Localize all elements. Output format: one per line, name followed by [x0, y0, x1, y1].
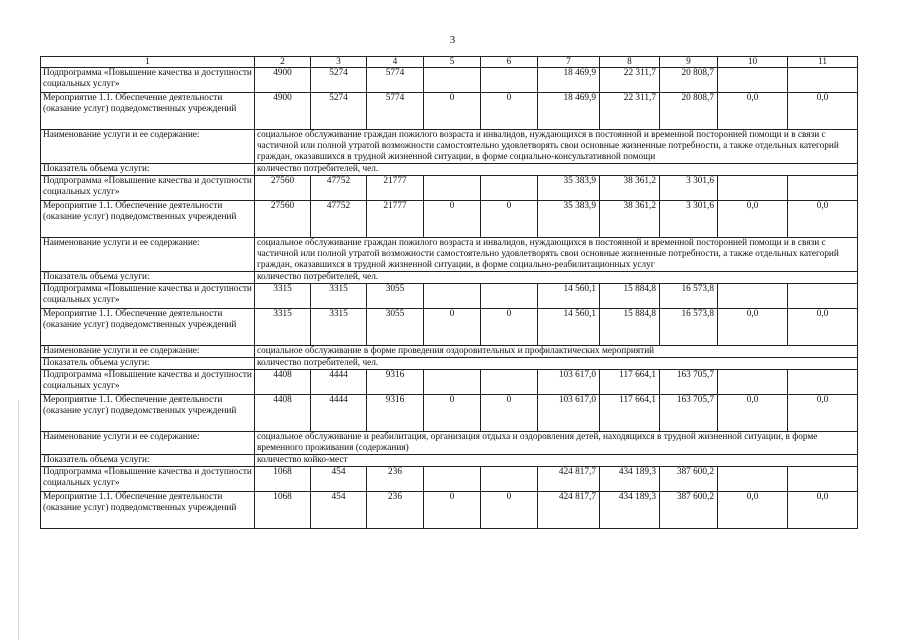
- value-cell-col-8: 38 361,2: [600, 176, 660, 201]
- value-cell-col-5: [424, 370, 481, 395]
- value-cell-col-7: 35 383,9: [538, 176, 600, 201]
- value-cell-col-8: 15 884,8: [600, 284, 660, 309]
- value-cell-col-6: 0: [481, 395, 538, 432]
- column-number-3: 3: [311, 57, 367, 68]
- volume-indicator-label: Показатель объема услуги:: [41, 455, 255, 467]
- services-table: [40, 56, 858, 529]
- subprogram-row: [41, 467, 858, 492]
- value-cell-col-9: 387 600,2: [660, 492, 718, 529]
- value-cell-col-9: 163 705,7: [660, 370, 718, 395]
- value-cell-col-10: 0,0: [718, 201, 788, 238]
- service-name-value: социальное обслуживание в форме проведения оздоровительных и профилактических мероприятий: [255, 346, 858, 358]
- service-name-label: Наименование услуги и ее содержание:: [41, 432, 255, 455]
- value-cell-col-6: 0: [481, 492, 538, 529]
- value-cell-col-10: [718, 370, 788, 395]
- value-cell-col-6: [481, 467, 538, 492]
- value-cell-col-4: 3055: [367, 309, 424, 346]
- measure-label: Мероприятие 1.1. Обеспечение деятельности (оказание услуг) подведомственных учреждений: [41, 492, 255, 529]
- value-cell-col-8: 434 189,3: [600, 492, 660, 529]
- volume-indicator-row: [41, 164, 858, 176]
- value-cell-col-7: 424 817,7: [538, 467, 600, 492]
- value-cell-col-3: 47752: [311, 176, 367, 201]
- value-cell-col-2: 27560: [255, 176, 311, 201]
- value-cell-col-11: 0,0: [788, 395, 858, 432]
- value-cell-col-10: 0,0: [718, 309, 788, 346]
- measure-label: Мероприятие 1.1. Обеспечение деятельности (оказание услуг) подведомственных учреждений: [41, 309, 255, 346]
- volume-indicator-row: [41, 358, 858, 370]
- value-cell-col-5: 0: [424, 93, 481, 130]
- value-cell-col-7: 18 469,9: [538, 68, 600, 93]
- service-name-row: [41, 238, 858, 272]
- value-cell-col-6: [481, 284, 538, 309]
- service-name-label: Наименование услуги и ее содержание:: [41, 130, 255, 164]
- column-number-11: 11: [788, 57, 858, 68]
- value-cell-col-2: 1068: [255, 467, 311, 492]
- value-cell-col-9: 163 705,7: [660, 395, 718, 432]
- column-number-6: 6: [481, 57, 538, 68]
- column-number-1: 1: [41, 57, 255, 68]
- value-cell-col-9: 20 808,7: [660, 93, 718, 130]
- service-name-label: Наименование услуги и ее содержание:: [41, 346, 255, 358]
- value-cell-col-10: 0,0: [718, 395, 788, 432]
- subprogram-row: [41, 284, 858, 309]
- value-cell-col-2: 27560: [255, 201, 311, 238]
- value-cell-col-2: 4900: [255, 68, 311, 93]
- volume-indicator-label: Показатель объема услуги:: [41, 272, 255, 284]
- value-cell-col-5: 0: [424, 309, 481, 346]
- service-name-label: Наименование услуги и ее содержание:: [41, 238, 255, 272]
- value-cell-col-7: 35 383,9: [538, 201, 600, 238]
- service-name-value: социальное обслуживание и реабилитация, организация отдыха и оздоровления детей, находящихся в трудной жизненной ситуации, в форме временного проживания (содержания): [255, 432, 858, 455]
- service-name-row: [41, 432, 858, 455]
- value-cell-col-4: 236: [367, 467, 424, 492]
- value-cell-col-3: 5274: [311, 93, 367, 130]
- value-cell-col-3: 454: [311, 467, 367, 492]
- value-cell-col-8: 434 189,3: [600, 467, 660, 492]
- value-cell-col-11: [788, 176, 858, 201]
- value-cell-col-2: 4408: [255, 395, 311, 432]
- value-cell-col-10: [718, 176, 788, 201]
- value-cell-col-3: 47752: [311, 201, 367, 238]
- measure-label: Мероприятие 1.1. Обеспечение деятельности (оказание услуг) подведомственных учреждений: [41, 395, 255, 432]
- value-cell-col-9: 16 573,8: [660, 284, 718, 309]
- value-cell-col-11: 0,0: [788, 492, 858, 529]
- volume-indicator-value: количество потребителей, чел.: [255, 272, 858, 284]
- value-cell-col-3: 3315: [311, 309, 367, 346]
- volume-indicator-value: количество потребителей, чел.: [255, 164, 858, 176]
- value-cell-col-8: 15 884,8: [600, 309, 660, 346]
- column-number-4: 4: [367, 57, 424, 68]
- value-cell-col-9: 3 301,6: [660, 176, 718, 201]
- value-cell-col-4: 9316: [367, 395, 424, 432]
- value-cell-col-5: [424, 284, 481, 309]
- value-cell-col-3: 4444: [311, 395, 367, 432]
- subprogram-label: Подпрограмма «Повышение качества и доступности социальных услуг»: [41, 370, 255, 395]
- measure-label: Мероприятие 1.1. Обеспечение деятельности (оказание услуг) подведомственных учреждений: [41, 93, 255, 130]
- value-cell-col-8: 22 311,7: [600, 68, 660, 93]
- volume-indicator-value: количество потребителей, чел.: [255, 358, 858, 370]
- value-cell-col-7: 103 617,0: [538, 370, 600, 395]
- value-cell-col-4: 5774: [367, 93, 424, 130]
- value-cell-col-4: 236: [367, 492, 424, 529]
- value-cell-col-8: 117 664,1: [600, 370, 660, 395]
- value-cell-col-4: 21777: [367, 176, 424, 201]
- value-cell-col-11: 0,0: [788, 309, 858, 346]
- value-cell-col-3: 5274: [311, 68, 367, 93]
- value-cell-col-2: 1068: [255, 492, 311, 529]
- volume-indicator-row: [41, 272, 858, 284]
- subprogram-label: Подпрограмма «Повышение качества и доступности социальных услуг»: [41, 467, 255, 492]
- value-cell-col-4: 3055: [367, 284, 424, 309]
- value-cell-col-2: 3315: [255, 284, 311, 309]
- column-number-2: 2: [255, 57, 311, 68]
- column-number-10: 10: [718, 57, 788, 68]
- value-cell-col-11: [788, 467, 858, 492]
- value-cell-col-4: 21777: [367, 201, 424, 238]
- value-cell-col-5: [424, 176, 481, 201]
- column-number-7: 7: [538, 57, 600, 68]
- value-cell-col-5: [424, 467, 481, 492]
- measure-row: [41, 395, 858, 432]
- volume-indicator-value: количество койко-мест: [255, 455, 858, 467]
- column-number-8: 8: [600, 57, 660, 68]
- value-cell-col-6: 0: [481, 201, 538, 238]
- value-cell-col-3: 3315: [311, 284, 367, 309]
- value-cell-col-6: 0: [481, 93, 538, 130]
- scan-edge-line: [18, 400, 19, 640]
- measure-label: Мероприятие 1.1. Обеспечение деятельности (оказание услуг) подведомственных учреждений: [41, 201, 255, 238]
- value-cell-col-2: 4900: [255, 93, 311, 130]
- value-cell-col-10: 0,0: [718, 492, 788, 529]
- subprogram-row: [41, 68, 858, 93]
- value-cell-col-7: 14 560,1: [538, 284, 600, 309]
- value-cell-col-11: [788, 284, 858, 309]
- measure-row: [41, 201, 858, 238]
- value-cell-col-4: 5774: [367, 68, 424, 93]
- value-cell-col-9: 16 573,8: [660, 309, 718, 346]
- value-cell-col-10: [718, 467, 788, 492]
- subprogram-row: [41, 370, 858, 395]
- value-cell-col-11: 0,0: [788, 93, 858, 130]
- measure-row: [41, 309, 858, 346]
- value-cell-col-8: 38 361,2: [600, 201, 660, 238]
- value-cell-col-6: [481, 68, 538, 93]
- value-cell-col-10: [718, 284, 788, 309]
- value-cell-col-10: 0,0: [718, 93, 788, 130]
- value-cell-col-8: 117 664,1: [600, 395, 660, 432]
- subprogram-label: Подпрограмма «Повышение качества и доступности социальных услуг»: [41, 68, 255, 93]
- value-cell-col-10: [718, 68, 788, 93]
- value-cell-col-5: 0: [424, 201, 481, 238]
- value-cell-col-3: 4444: [311, 370, 367, 395]
- value-cell-col-5: 0: [424, 492, 481, 529]
- service-name-value: социальное обслуживание граждан пожилого возраста и инвалидов, нуждающихся в постоянной и временной посторонней помощи и в связи с частичной или полной утратой возможности самостоятельно удовлетворять свои основные жизненные потребности, а также отдельных категорий граждан, оказавшихся в трудной жизненной ситуации, в форме социально-консультативной помощи: [255, 130, 858, 164]
- value-cell-col-9: 387 600,2: [660, 467, 718, 492]
- volume-indicator-row: [41, 455, 858, 467]
- value-cell-col-5: 0: [424, 395, 481, 432]
- value-cell-col-6: [481, 176, 538, 201]
- value-cell-col-6: [481, 370, 538, 395]
- value-cell-col-7: 103 617,0: [538, 395, 600, 432]
- service-name-row: [41, 346, 858, 358]
- value-cell-col-7: 18 469,9: [538, 93, 600, 130]
- value-cell-col-2: 4408: [255, 370, 311, 395]
- volume-indicator-label: Показатель объема услуги:: [41, 164, 255, 176]
- column-number-5: 5: [424, 57, 481, 68]
- value-cell-col-8: 22 311,7: [600, 93, 660, 130]
- value-cell-col-2: 3315: [255, 309, 311, 346]
- subprogram-row: [41, 176, 858, 201]
- value-cell-col-3: 454: [311, 492, 367, 529]
- value-cell-col-7: 424 817,7: [538, 492, 600, 529]
- page-number: 3: [449, 34, 456, 46]
- column-number-row: [41, 57, 858, 68]
- value-cell-col-7: 14 560,1: [538, 309, 600, 346]
- service-name-row: [41, 130, 858, 164]
- column-number-9: 9: [660, 57, 718, 68]
- value-cell-col-11: [788, 370, 858, 395]
- volume-indicator-label: Показатель объема услуги:: [41, 358, 255, 370]
- measure-row: [41, 492, 858, 529]
- value-cell-col-6: 0: [481, 309, 538, 346]
- subprogram-label: Подпрограмма «Повышение качества и доступности социальных услуг»: [41, 176, 255, 201]
- value-cell-col-4: 9316: [367, 370, 424, 395]
- measure-row: [41, 93, 858, 130]
- value-cell-col-9: 3 301,6: [660, 201, 718, 238]
- service-name-value: социальное обслуживание граждан пожилого возраста и инвалидов, нуждающихся в постоянной и временной посторонней помощи и в связи с частичной или полной утратой возможности самостоятельно удовлетворять свои основные жизненные потребности, а также отдельных категорий граждан, оказавшихся в трудной жизненной ситуации, в форме социально-реабилитационных услуг: [255, 238, 858, 272]
- value-cell-col-9: 20 808,7: [660, 68, 718, 93]
- subprogram-label: Подпрограмма «Повышение качества и доступности социальных услуг»: [41, 284, 255, 309]
- value-cell-col-5: [424, 68, 481, 93]
- value-cell-col-11: 0,0: [788, 201, 858, 238]
- value-cell-col-11: [788, 68, 858, 93]
